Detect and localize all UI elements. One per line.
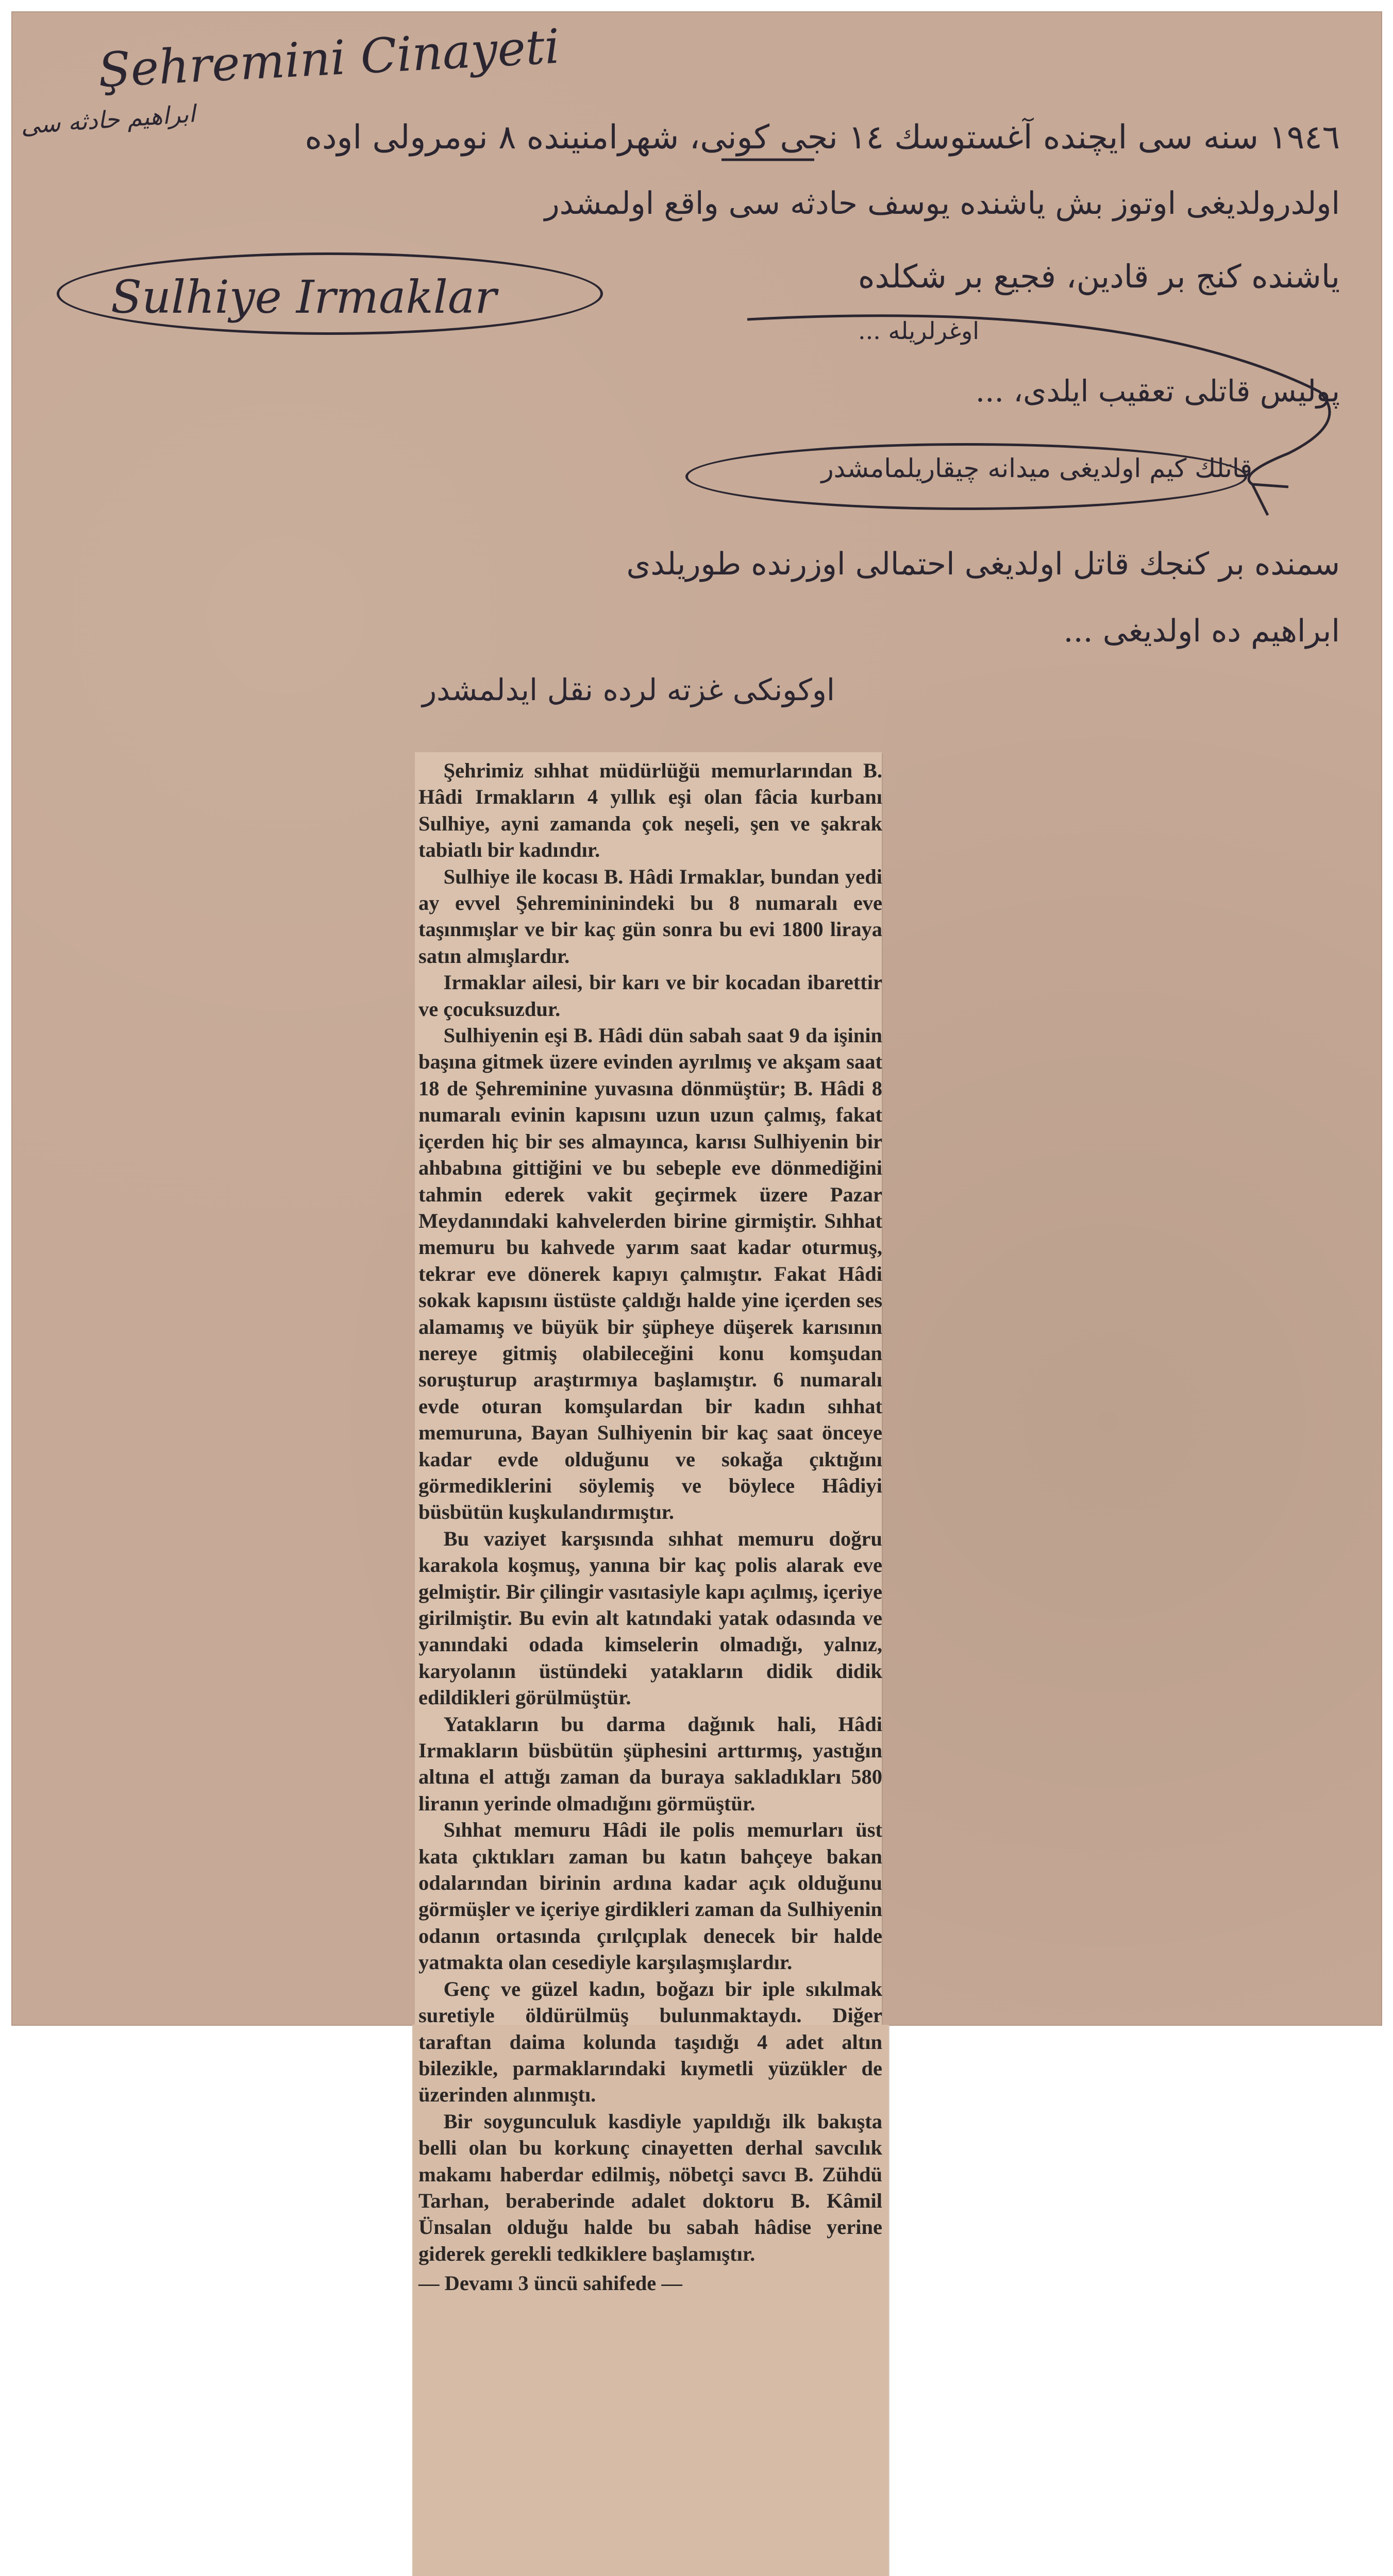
- handwritten-line-6: قاتلك كيم اولديغى ميدانه چيقاريلمامشدر: [821, 453, 1252, 483]
- article-paragraph-6: Yatakların bu darma dağınık hali, Hâdi Irmakların büsbütün şüphesini arttırmış, yastığın altına el attığı zaman da buraya sakladıkları 580 liranın yerinde olmadığını görmüştür.: [418, 1712, 882, 1815]
- newspaper-article: [418, 757, 882, 2297]
- article-paragraph-5: Bu vaziyet karşısında sıhhat memuru doğru karakola koşmuş, yanına bir kaç polis alarak eve gelmiştir. Bir çilingir vasıtasiyle kapı açılmış, içeriye girilmiştir. Bu evin alt katındaki yatak odasında ve yanındaki odada kimselerin olmadığı, yalnız, karyolanın üstündeki yatakların didik didik edildikleri görülmüştür.: [418, 1527, 882, 1709]
- handwritten-line-2: اولدرولديغى اوتوز بش ياشنده يوسف حادثه سى واقع اولمشدر: [544, 185, 1340, 222]
- handwritten-line-5: پوليس قاتلى تعقيب ايلدى، ...: [975, 374, 1340, 409]
- handwritten-side-note: ابراهيم حادثه سى: [20, 99, 196, 140]
- handwritten-line-3: ياشنده كنج بر قادين، فجيع بر شكلده: [858, 258, 1340, 295]
- article-paragraph-8: Genç ve güzel kadın, boğazı bir iple sıkılmak suretiyle öldürülmüş bulunmaktaydı. Diğer taraftan daima kolunda taşıdığı 4 adet altın bilezikle, parmaklarındaki kıymetli yüzükler de üzerinden alınmıştı.: [418, 1977, 882, 2107]
- handwritten-line-8: ابراهيم ده اولديغى ...: [1063, 613, 1340, 649]
- handwritten-line-4: اوغرلريله ...: [858, 317, 979, 345]
- article-paragraph-3: Irmaklar ailesi, bir karı ve bir kocadan ibarettir ve çocuksuzdur.: [418, 971, 882, 1021]
- circled-name: Sulhiye Irmaklar: [111, 270, 497, 324]
- article-paragraph-1: Şehrimiz sıhhat müdürlüğü memurlarından B. Hâdi Irmakların 4 yıllık eşi olan fâcia kurbanı Sulhiye, ayni zamanda çok neşeli, şen ve şakrak tabiatlı bir kadındır.: [418, 759, 882, 862]
- handwritten-title: Şehremini Cinayeti: [96, 19, 561, 98]
- article-paragraph-7: Sıhhat memuru Hâdi ile polis memurları üst kata çıktıkları zaman bu katın bahçeye bakan odalarından birinin ardına kadar açık olduğunu görmüşler ve içeriye girdikleri zaman da Sulhiyenin odanın ortasında çırılçıplak denecek bir halde yatmakta olan cesediyle karşılaşmışlardır.: [418, 1818, 882, 1974]
- handwritten-line-1: ١٩٤٦ سنه سى ايچنده آغستوسك ١٤ نجى كونى، شهرامنينده ٨ نومرولى اوده: [305, 118, 1340, 157]
- article-paragraph-4: Sulhiyenin eşi B. Hâdi dün sabah saat 9 da işinin başına gitmek üzere evinden ayrılmış ve akşam saat 18 de Şehreminine yuvasına dönmüştür; B. Hâdi 8 numaralı evinin kapısını uzun uzun çalmış, fakat içerden hiç bir ses almayınca, karısı Sulhiyenin bir ahbabına gittiğini ve bu sebeple eve dönmediğini tahmin ederek vakit geçirmek üzere Pazar Meydanındaki kahvelerden birine girmiştir. Sıhhat memuru bu kahvede yarım saat kadar oturmuş, tekrar eve dönerek kapıyı çalmıştır. Fakat Hâdi sokak kapısını üstüste çaldığı halde yine içerden ses alamamış ve büyük bir şüpheye düşerek karısının nereye gitmiş olabileceğini konu komşudan soruşturup araştırmıya başlamıştır. 6 numaralı evde oturan komşulardan bir kadın sıhhat memuruna, Bayan Sulhiyenin bir kaç saat önceye kadar evde olduğunu ve sokağa çıktığını görmediklerini söylemiş ve böylece Hâdiyi büsbütün kuşkulandırmıştır.: [418, 1024, 882, 1524]
- article-paragraph-9: Bir soygunculuk kasdiyle yapıldığı ilk bakışta belli olan bu korkunç cinayetten derhal savcılık makamı haberdar edilmiş, nöbetçi savcı B. Zühdü Tarhan, beraberinde adalet doktoru B. Kâmil Ünsalan olduğu halde bu sabah hâdise yerine giderek gerekli tedkiklere başlamıştır.: [418, 2109, 882, 2265]
- handwritten-line-9: اوكونكى غزته لرده نقل ايدلمشدر: [422, 672, 835, 707]
- handwritten-line-7: سمنده بر كنجك قاتل اولديغى احتمالى اوزرنده طوريلدى: [626, 546, 1340, 582]
- article-paragraph-2: Sulhiye ile kocası B. Hâdi Irmaklar, bundan yedi ay evvel Şehremininindeki bu 8 numaralı eve taşınmışlar ve bir kaç gün sonra bu evi 1800 liraya satın almışlardır.: [418, 865, 882, 968]
- arrow-icon: [52, 31, 1340, 546]
- article-continuation: — Devamı 3 üncü sahifede —: [418, 2272, 682, 2295]
